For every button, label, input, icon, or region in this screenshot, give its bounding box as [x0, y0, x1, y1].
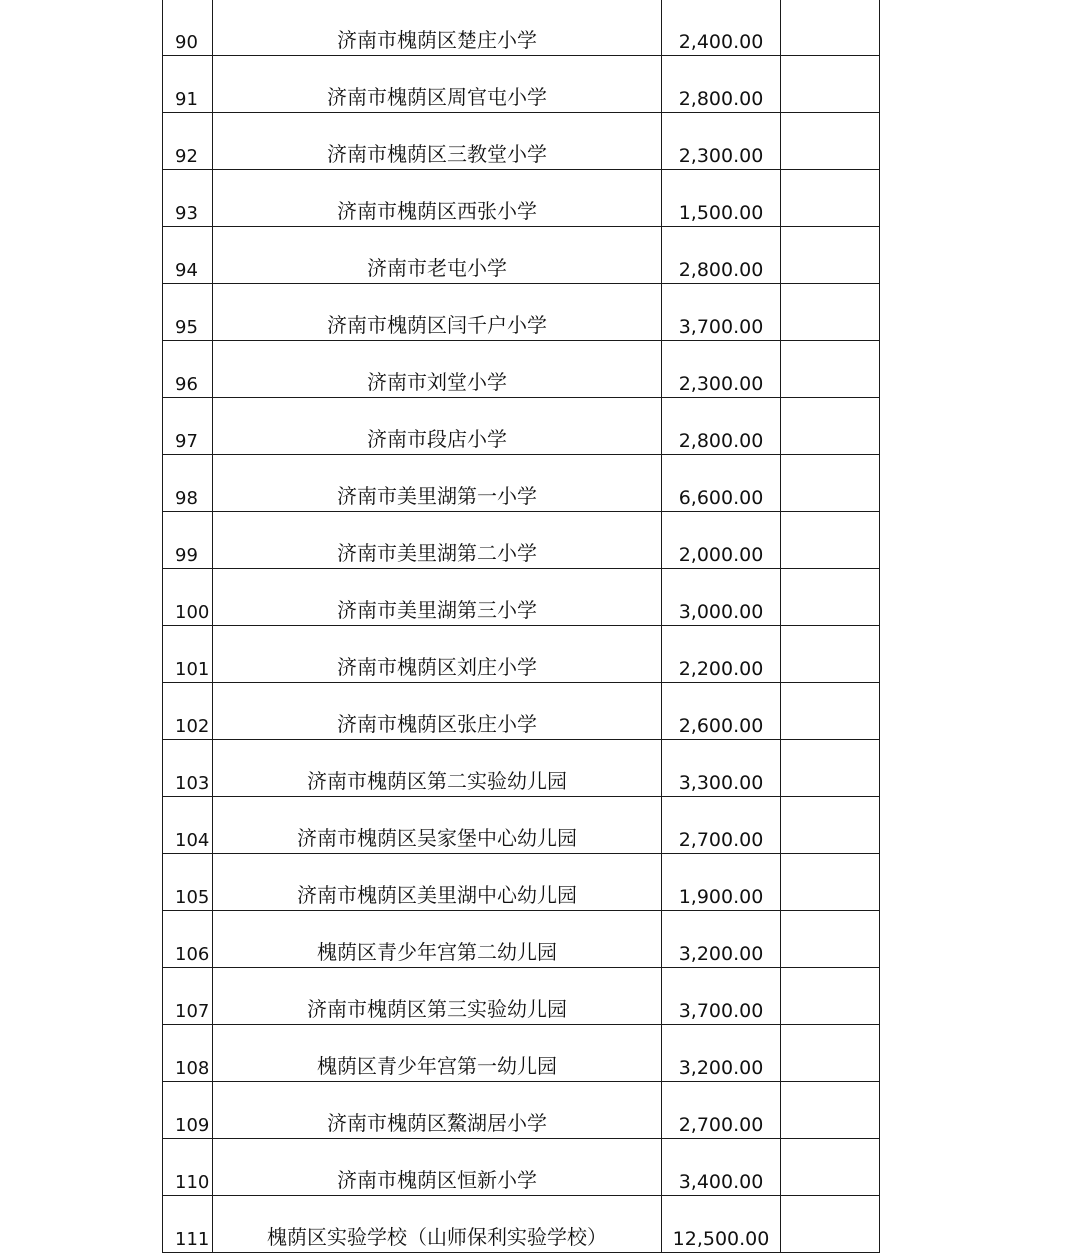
row-number-cell: 96 [163, 341, 213, 398]
school-name-cell: 济南市美里湖第三小学 [213, 569, 662, 626]
school-name-cell: 济南市美里湖第二小学 [213, 512, 662, 569]
empty-cell [781, 512, 880, 569]
school-name-cell: 槐荫区青少年宫第一幼儿园 [213, 1025, 662, 1082]
row-number-cell: 97 [163, 398, 213, 455]
school-name-cell: 济南市刘堂小学 [213, 341, 662, 398]
table-row [163, 1139, 880, 1196]
row-number-cell: 90 [163, 0, 213, 56]
row-number-cell: 109 [163, 1082, 213, 1139]
table-row [163, 569, 880, 626]
empty-cell [781, 626, 880, 683]
school-name-cell: 济南市槐荫区张庄小学 [213, 683, 662, 740]
empty-cell [781, 341, 880, 398]
row-number-cell: 108 [163, 1025, 213, 1082]
empty-cell [781, 284, 880, 341]
table-row [163, 968, 880, 1025]
school-name-cell: 济南市槐荫区楚庄小学 [213, 0, 662, 56]
table-row [163, 170, 880, 227]
amount-cell: 2,800.00 [662, 56, 781, 113]
table-row [163, 512, 880, 569]
row-number-cell: 98 [163, 455, 213, 512]
table-row [163, 0, 880, 56]
amount-cell: 6,600.00 [662, 455, 781, 512]
table-row [163, 1082, 880, 1139]
empty-cell [781, 1196, 880, 1253]
amount-cell: 2,800.00 [662, 227, 781, 284]
amount-cell: 2,600.00 [662, 683, 781, 740]
school-name-cell: 济南市槐荫区恒新小学 [213, 1139, 662, 1196]
table-body [163, 0, 880, 1253]
amount-cell: 2,000.00 [662, 512, 781, 569]
table-row [163, 341, 880, 398]
school-name-cell: 济南市老屯小学 [213, 227, 662, 284]
school-name-cell: 济南市槐荫区吴家堡中心幼儿园 [213, 797, 662, 854]
school-name-cell: 济南市槐荫区第二实验幼儿园 [213, 740, 662, 797]
amount-cell: 2,300.00 [662, 113, 781, 170]
empty-cell [781, 455, 880, 512]
row-number-cell: 92 [163, 113, 213, 170]
school-name-cell: 济南市槐荫区鰲湖居小学 [213, 1082, 662, 1139]
row-number-cell: 110 [163, 1139, 213, 1196]
empty-cell [781, 1139, 880, 1196]
amount-cell: 3,700.00 [662, 968, 781, 1025]
table-row [163, 398, 880, 455]
amount-cell: 3,400.00 [662, 1139, 781, 1196]
row-number-cell: 111 [163, 1196, 213, 1253]
school-name-cell: 槐荫区实验学校（山师保利实验学校） [213, 1196, 662, 1253]
amount-cell: 2,700.00 [662, 797, 781, 854]
empty-cell [781, 569, 880, 626]
amount-cell: 3,300.00 [662, 740, 781, 797]
row-number-cell: 99 [163, 512, 213, 569]
empty-cell [781, 56, 880, 113]
school-name-cell: 济南市段店小学 [213, 398, 662, 455]
empty-cell [781, 683, 880, 740]
table-row [163, 740, 880, 797]
empty-cell [781, 968, 880, 1025]
amount-cell: 1,500.00 [662, 170, 781, 227]
amount-cell: 2,800.00 [662, 398, 781, 455]
empty-cell [781, 854, 880, 911]
table-row [163, 56, 880, 113]
empty-cell [781, 113, 880, 170]
table-row [163, 683, 880, 740]
amount-cell: 2,200.00 [662, 626, 781, 683]
row-number-cell: 100 [163, 569, 213, 626]
funding-table [162, 0, 880, 1253]
table-row [163, 1025, 880, 1082]
school-name-cell: 济南市槐荫区第三实验幼儿园 [213, 968, 662, 1025]
amount-cell: 2,400.00 [662, 0, 781, 56]
row-number-cell: 103 [163, 740, 213, 797]
amount-cell: 3,000.00 [662, 569, 781, 626]
row-number-cell: 101 [163, 626, 213, 683]
table-row [163, 797, 880, 854]
row-number-cell: 91 [163, 56, 213, 113]
table-row [163, 1196, 880, 1253]
empty-cell [781, 740, 880, 797]
empty-cell [781, 0, 880, 56]
amount-cell: 12,500.00 [662, 1196, 781, 1253]
empty-cell [781, 797, 880, 854]
table-row [163, 284, 880, 341]
table-row [163, 227, 880, 284]
school-name-cell: 济南市槐荫区三教堂小学 [213, 113, 662, 170]
school-name-cell: 槐荫区青少年宫第二幼儿园 [213, 911, 662, 968]
amount-cell: 3,200.00 [662, 911, 781, 968]
row-number-cell: 93 [163, 170, 213, 227]
table-row [163, 854, 880, 911]
empty-cell [781, 227, 880, 284]
school-name-cell: 济南市槐荫区周官屯小学 [213, 56, 662, 113]
school-name-cell: 济南市美里湖第一小学 [213, 455, 662, 512]
empty-cell [781, 170, 880, 227]
row-number-cell: 104 [163, 797, 213, 854]
row-number-cell: 102 [163, 683, 213, 740]
school-name-cell: 济南市槐荫区闫千户小学 [213, 284, 662, 341]
row-number-cell: 106 [163, 911, 213, 968]
amount-cell: 3,200.00 [662, 1025, 781, 1082]
amount-cell: 3,700.00 [662, 284, 781, 341]
empty-cell [781, 398, 880, 455]
empty-cell [781, 1082, 880, 1139]
table-row [163, 911, 880, 968]
row-number-cell: 95 [163, 284, 213, 341]
empty-cell [781, 1025, 880, 1082]
row-number-cell: 105 [163, 854, 213, 911]
row-number-cell: 94 [163, 227, 213, 284]
table-row [163, 626, 880, 683]
amount-cell: 2,300.00 [662, 341, 781, 398]
table-row [163, 113, 880, 170]
school-name-cell: 济南市槐荫区西张小学 [213, 170, 662, 227]
amount-cell: 2,700.00 [662, 1082, 781, 1139]
row-number-cell: 107 [163, 968, 213, 1025]
amount-cell: 1,900.00 [662, 854, 781, 911]
empty-cell [781, 911, 880, 968]
table-row [163, 455, 880, 512]
school-name-cell: 济南市槐荫区美里湖中心幼儿园 [213, 854, 662, 911]
school-name-cell: 济南市槐荫区刘庄小学 [213, 626, 662, 683]
